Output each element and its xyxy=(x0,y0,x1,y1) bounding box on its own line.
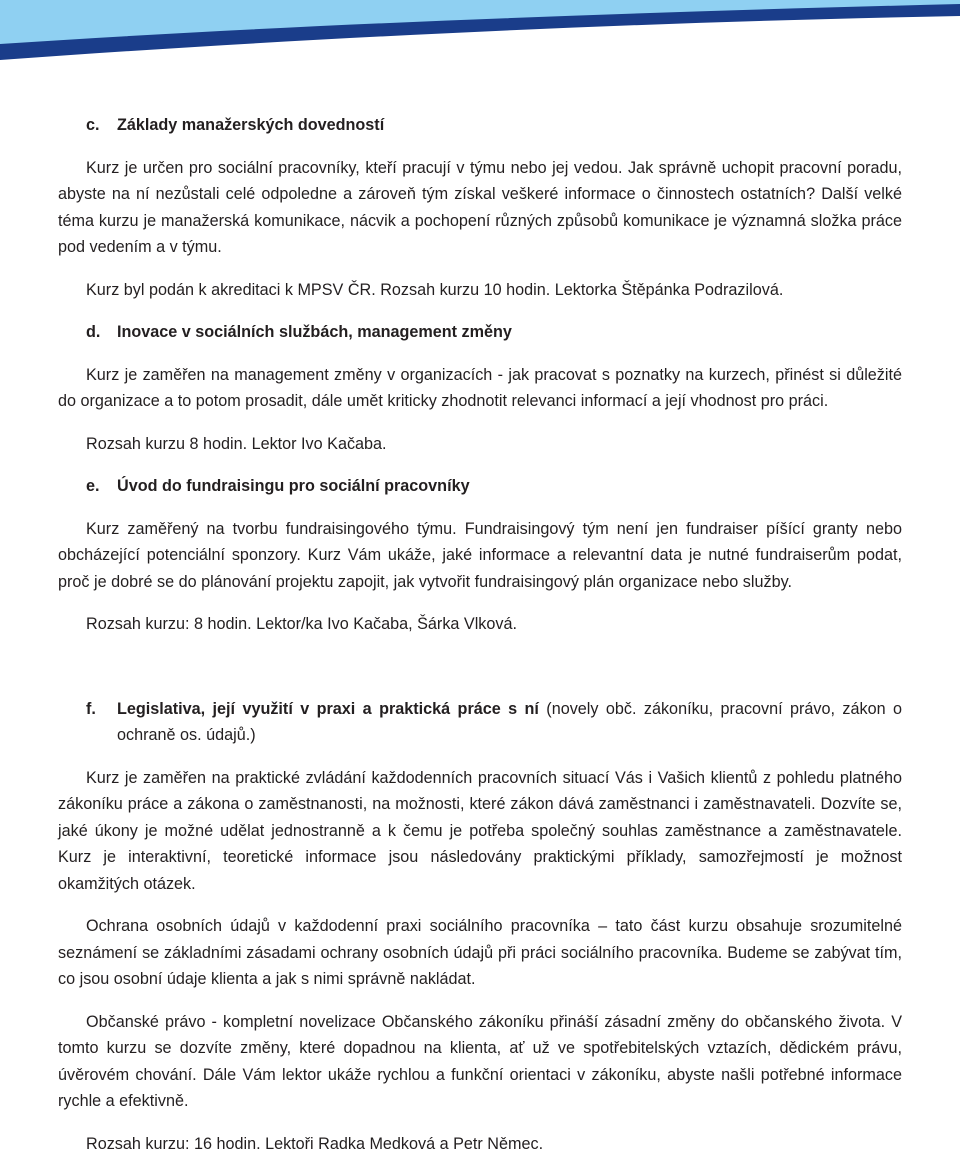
section-f-paragraph-3: Občanské právo - kompletní novelizace Občanského zákoníku přináší zásadní změny do občanského života. V tomto kurzu se dozvíte změny, které dopadnou na klienta, ať už ve spotřebitelských vztazích, dědickém právu, úvěrovém chování. Dále Vám lektor ukáže rychlou a funkční orientaci v zákoníku, abyste našli potřebné informace rychle a efektivně. xyxy=(58,1012,902,1110)
section-d-title: Inovace v sociálních službách, management změny xyxy=(117,323,512,341)
section-f-title xyxy=(117,696,902,749)
section-f-paragraph-1: Kurz je zaměřen na praktické zvládání každodenních pracovních situací Vás i Vašich klientů z pohledu platného zákoníku práce a zákona o zaměstnanosti, na možnosti, které zákon dává zaměstnanci i zaměstnavateli. Dozvíte se, jaké úkony je možné udělat jednostranně a k čemu je potřeba společný souhlas zaměstnance a zaměstnavatele. Kurz je interaktivní, teoretické informace jsou následovány praktickými příklady, samozřejmostí je možnost okamžitých otázek. xyxy=(58,768,902,893)
section-e-paragraph-1: Kurz zaměřený na tvorbu fundraisingového týmu. Fundraisingový tým není jen fundraiser píšící granty nebo obcházející potenciální sponzory. Kurz Vám ukáže, jaké informace a relevantní data je nutné fundraiserům podat, proč je dobré se do plánování projektu zapojit, jak vytvořit fundraisingový plán organizace nebo služby. xyxy=(58,519,902,591)
document-page xyxy=(58,112,902,1157)
section-c-heading xyxy=(58,112,902,139)
section-d-letter: d. xyxy=(86,323,101,341)
section-c-paragraph-2: Kurz byl podán k akreditaci k MPSV ČR. Rozsah kurzu 10 hodin. Lektorka Štěpánka Podrazilová. xyxy=(86,280,784,299)
section-e-heading xyxy=(58,473,902,500)
section-e-title: Úvod do fundraisingu pro sociální pracovníky xyxy=(117,477,470,495)
section-d-paragraph-2: Rozsah kurzu 8 hodin. Lektor Ivo Kačaba. xyxy=(86,434,387,453)
section-c-title: Základy manažerských dovedností xyxy=(117,116,385,134)
section-f-paragraph-4: Rozsah kurzu: 16 hodin. Lektoři Radka Medková a Petr Němec. xyxy=(86,1134,544,1153)
section-f-letter: f. xyxy=(86,699,96,718)
section-e-paragraph-2: Rozsah kurzu: 8 hodin. Lektor/ka Ivo Kačaba, Šárka Vlková. xyxy=(86,615,518,633)
section-f-title-rest: (novely obč. zákoníku, pracovní právo, zákon o ochraně os. údajů.) xyxy=(117,699,902,744)
section-f-title-bold: Legislativa, její využití v praxi a praktická práce s ní xyxy=(117,699,539,718)
section-f-paragraph-2: Ochrana osobních údajů v každodenní praxi sociálního pracovníka – tato část kurzu obsahuje srozumitelné seznámení se základními zásadami ochrany osobních údajů při práci sociálního pracovníka. Budeme se zabývat tím, co jsou osobní údaje klienta a jak s nimi správně nakládat. xyxy=(58,917,902,988)
section-e-letter: e. xyxy=(86,477,100,495)
header-banner xyxy=(0,0,960,70)
section-f-heading xyxy=(58,696,902,749)
section-d-paragraph-1: Kurz je zaměřen na management změny v organizacích - jak pracovat s poznatky na kurzech, přinést si důležité do organizace a to potom prosadit, dále umět kriticky zhodnotit relevanci informací a její vhodnost pro práci. xyxy=(58,365,902,410)
section-d-heading xyxy=(58,319,902,346)
section-c-paragraph-1: Kurz je určen pro sociální pracovníky, kteří pracují v týmu nebo jej vedou. Jak správně uchopit pracovní poradu, abyste na ní nezůstali celé odpoledne a zároveň tým získal veškeré informace o činnostech ostatních? Další velké téma kurzu je manažerská komunikace, nácvik a pochopení různých způsobů komunikace je významná složka práce pod vedením a v týmu. xyxy=(58,158,902,256)
section-c-letter: c. xyxy=(86,116,100,134)
